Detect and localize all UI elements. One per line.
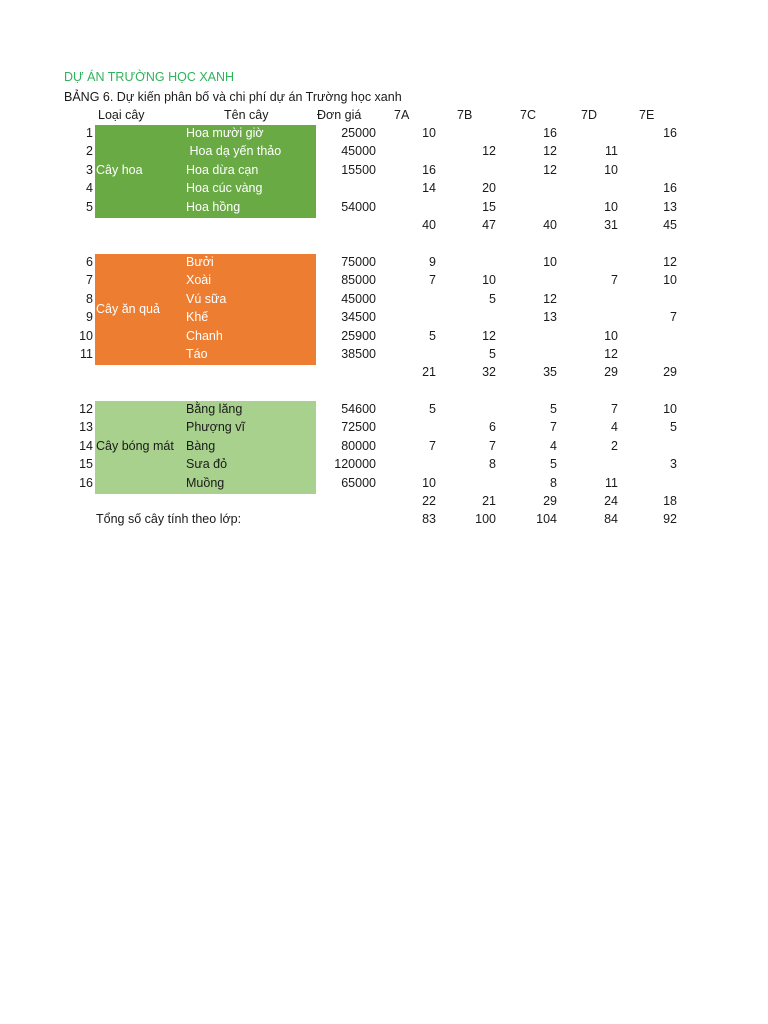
subtotal-7d: 24 bbox=[604, 494, 618, 508]
row-number: 3 bbox=[86, 162, 93, 177]
class-count-7d: 10 bbox=[604, 328, 618, 343]
row-number: 4 bbox=[86, 181, 93, 196]
row-number: 16 bbox=[79, 475, 93, 490]
subtotal-7d: 31 bbox=[604, 218, 618, 232]
header-7e: 7E bbox=[639, 108, 655, 122]
unit-price: 120000 bbox=[334, 457, 376, 472]
subtotal-7e: 29 bbox=[663, 365, 677, 380]
class-count-7d: 10 bbox=[604, 199, 618, 214]
class-count-7c: 7 bbox=[550, 420, 557, 435]
row-number: 2 bbox=[86, 144, 93, 159]
class-count-7d: 11 bbox=[605, 475, 618, 490]
class-count-7a: 5 bbox=[429, 328, 436, 343]
class-count-7a: 5 bbox=[429, 402, 436, 416]
plant-name: Phượng vĩ bbox=[186, 420, 245, 435]
subtotal-7c: 35 bbox=[543, 365, 557, 380]
subtotal-7b: 32 bbox=[482, 365, 496, 380]
row-number: 9 bbox=[86, 310, 93, 325]
class-count-7b: 12 bbox=[482, 144, 496, 159]
plant-name: Sưa đỏ bbox=[186, 457, 228, 472]
row-number: 7 bbox=[86, 273, 93, 288]
group-label: Cây bóng mát bbox=[96, 438, 174, 453]
class-count-7c: 13 bbox=[543, 310, 557, 325]
unit-price: 54000 bbox=[341, 199, 376, 214]
subtotal-7c: 40 bbox=[543, 218, 557, 232]
header-price: Đơn giá bbox=[317, 108, 362, 122]
plant-name: Táo bbox=[186, 347, 208, 361]
row-number: 13 bbox=[79, 420, 93, 435]
unit-price: 25000 bbox=[341, 126, 376, 140]
header-7b: 7B bbox=[457, 108, 473, 122]
class-count-7c: 8 bbox=[550, 475, 557, 490]
class-count-7d: 12 bbox=[604, 347, 618, 361]
row-number: 1 bbox=[86, 126, 93, 140]
unit-price: 65000 bbox=[341, 475, 376, 490]
class-count-7c: 4 bbox=[550, 438, 557, 453]
total-7b: 100 bbox=[475, 512, 496, 526]
unit-price: 75000 bbox=[341, 255, 376, 269]
unit-price: 45000 bbox=[341, 291, 376, 306]
class-count-7e: 7 bbox=[670, 310, 677, 325]
class-count-7b: 5 bbox=[489, 347, 496, 361]
class-count-7a: 9 bbox=[429, 255, 436, 269]
class-count-7b: 12 bbox=[482, 328, 496, 343]
plant-name: Bàng bbox=[186, 438, 216, 453]
row-number: 14 bbox=[79, 438, 93, 453]
row-number: 8 bbox=[86, 291, 93, 306]
header-name: Tên cây bbox=[224, 108, 269, 122]
class-count-7b: 15 bbox=[482, 199, 496, 214]
class-count-7a: 16 bbox=[422, 162, 436, 177]
row-number: 5 bbox=[86, 199, 93, 214]
class-count-7c: 12 bbox=[543, 162, 557, 177]
unit-price: 34500 bbox=[341, 310, 376, 325]
row-number: 12 bbox=[79, 402, 93, 416]
class-count-7c: 12 bbox=[543, 291, 557, 306]
plant-name: Hoa mười giờ bbox=[186, 126, 264, 140]
class-count-7d: 10 bbox=[604, 162, 618, 177]
class-count-7c: 5 bbox=[550, 402, 557, 416]
class-count-7e: 10 bbox=[663, 273, 677, 288]
subtotal-7d: 29 bbox=[604, 365, 618, 380]
unit-price: 15500 bbox=[341, 162, 376, 177]
subtotal-7b: 21 bbox=[482, 494, 496, 508]
unit-price: 38500 bbox=[341, 347, 376, 361]
unit-price: 85000 bbox=[341, 273, 376, 288]
subtotal-7b: 47 bbox=[482, 218, 496, 232]
unit-price: 80000 bbox=[341, 438, 376, 453]
header-7c: 7C bbox=[520, 108, 536, 122]
class-count-7e: 5 bbox=[670, 420, 677, 435]
class-count-7a: 7 bbox=[429, 273, 436, 288]
class-count-7b: 8 bbox=[489, 457, 496, 472]
class-count-7d: 7 bbox=[611, 273, 618, 288]
header-7a: 7A bbox=[394, 108, 410, 122]
total-7d: 84 bbox=[604, 512, 618, 526]
class-count-7e: 13 bbox=[663, 199, 677, 214]
header-type: Loại cây bbox=[98, 108, 145, 122]
plant-name: Vú sữa bbox=[186, 291, 227, 306]
class-count-7e: 12 bbox=[663, 255, 677, 269]
document-title: DỰ ÁN TRƯỜNG HỌC XANH bbox=[64, 70, 235, 84]
class-count-7d: 7 bbox=[611, 402, 618, 416]
plant-name: Bằng lăng bbox=[186, 402, 243, 416]
class-count-7b: 20 bbox=[482, 181, 496, 196]
class-count-7e: 16 bbox=[663, 126, 677, 140]
unit-price: 45000 bbox=[341, 144, 376, 159]
class-count-7c: 12 bbox=[543, 144, 557, 159]
plant-name: Hoa dạ yến thảo bbox=[186, 144, 282, 159]
class-count-7e: 16 bbox=[663, 181, 677, 196]
plant-name: Muồng bbox=[186, 475, 225, 490]
class-count-7b: 6 bbox=[489, 420, 496, 435]
unit-price: 72500 bbox=[341, 420, 376, 435]
row-number: 6 bbox=[86, 255, 93, 269]
class-count-7a: 14 bbox=[422, 181, 436, 196]
total-7c: 104 bbox=[536, 512, 557, 526]
class-count-7c: 5 bbox=[550, 457, 557, 472]
subtotal-7e: 45 bbox=[663, 218, 677, 232]
total-7a: 83 bbox=[422, 512, 436, 526]
class-count-7d: 2 bbox=[611, 438, 618, 453]
plant-name: Bưởi bbox=[186, 255, 214, 269]
subtotal-7a: 40 bbox=[422, 218, 436, 232]
plant-name: Khế bbox=[186, 310, 209, 325]
class-count-7c: 10 bbox=[543, 255, 557, 269]
class-count-7c: 16 bbox=[543, 126, 557, 140]
subtotal-7c: 29 bbox=[543, 494, 557, 508]
class-count-7b: 7 bbox=[489, 438, 496, 453]
row-number: 10 bbox=[79, 328, 93, 343]
unit-price: 25900 bbox=[341, 328, 376, 343]
class-count-7b: 5 bbox=[489, 291, 496, 306]
class-count-7a: 10 bbox=[422, 475, 436, 490]
class-count-7b: 10 bbox=[482, 273, 496, 288]
class-count-7e: 3 bbox=[670, 457, 677, 472]
class-count-7d: 4 bbox=[611, 420, 618, 435]
unit-price: 54600 bbox=[341, 402, 376, 416]
plant-name: Hoa dừa cạn bbox=[186, 162, 259, 177]
total-7e: 92 bbox=[663, 512, 677, 526]
header-7d: 7D bbox=[581, 108, 597, 122]
class-count-7a: 7 bbox=[429, 438, 436, 453]
subtotal-7a: 21 bbox=[422, 365, 436, 380]
total-label: Tổng số cây tính theo lớp: bbox=[96, 512, 242, 526]
table-caption: BẢNG 6. Dự kiến phân bố và chi phí dự án Trường học xanh bbox=[64, 90, 402, 104]
class-count-7a: 10 bbox=[422, 126, 436, 140]
subtotal-7a: 22 bbox=[422, 494, 436, 508]
class-count-7e: 10 bbox=[663, 402, 677, 416]
row-number: 15 bbox=[79, 457, 93, 472]
plant-name: Hoa cúc vàng bbox=[186, 181, 263, 196]
plant-name: Chanh bbox=[186, 328, 223, 343]
subtotal-7e: 18 bbox=[663, 494, 677, 508]
plant-name: Xoài bbox=[186, 273, 212, 288]
class-count-7d: 11 bbox=[605, 144, 618, 159]
plant-name: Hoa hồng bbox=[186, 199, 241, 214]
group-label: Cây ăn quả bbox=[96, 302, 160, 316]
group-label: Cây hoa bbox=[96, 162, 143, 177]
row-number: 11 bbox=[80, 347, 93, 361]
